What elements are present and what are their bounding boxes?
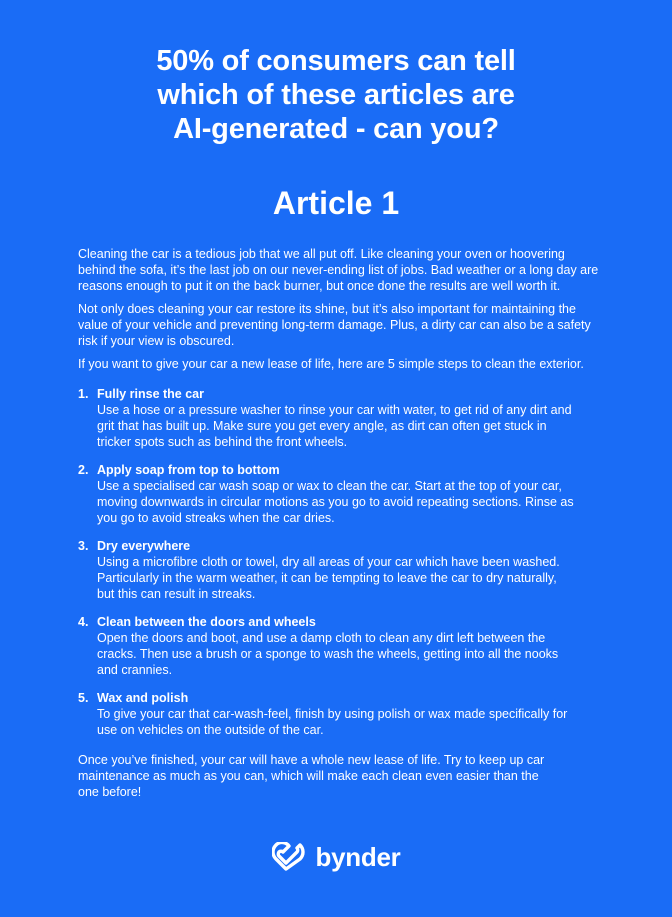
headline-line-1: 50% of consumers can tell	[156, 45, 516, 77]
headline	[0, 44, 672, 146]
bynder-logo-icon	[272, 842, 308, 872]
step-item	[78, 538, 603, 602]
step-item	[78, 386, 603, 450]
step-text: Open the doors and boot, and use a damp cloth to clean any dirt left between the cracks. Then use a brush or a sponge to wash the wheels, getting into all the nooks and crannies.	[97, 631, 559, 677]
step-number: 4.	[78, 615, 89, 629]
step-number: 5.	[78, 691, 89, 705]
step-item	[78, 690, 603, 738]
step-text: Using a microfibre cloth or towel, dry all areas of your car which have been washed. Particularly in the warm weather, it can be tempting to leave the car to dry naturally, but this can result in streaks.	[97, 555, 560, 601]
step-number: 1.	[78, 387, 89, 401]
brand-logo	[0, 842, 672, 872]
step-number: 2.	[78, 463, 89, 477]
step-title: Clean between the doors and wheels	[97, 615, 316, 629]
step-item	[78, 614, 603, 678]
step-text: Use a hose or a pressure washer to rinse your car with water, to get rid of any dirt and grit that has built up. Make sure you get every angle, as dirt can often get stuck in tricker spots such as behind the front wheels.	[97, 403, 572, 449]
step-number: 3.	[78, 539, 89, 553]
article-title: Article 1	[272, 185, 400, 221]
step-text: Use a specialised car wash soap or wax to clean the car. Start at the top of your car, moving downwards in circular motions as you go to avoid repeating sections. Rinse as you go to avoid streaks when the car dries.	[97, 479, 574, 525]
article-body	[78, 246, 603, 807]
intro-paragraph-2: Not only does cleaning your car restore its shine, but it’s also important for maintaining the value of your vehicle and preventing long-term damage. Plus, a dirty car can also be a safety risk if your view is obscured.	[78, 302, 591, 348]
headline-line-3: AI-generated - can you?	[173, 113, 499, 145]
headline-line-2: which of these articles are	[157, 79, 515, 111]
step-title: Fully rinse the car	[97, 387, 204, 401]
intro-paragraph-3: If you want to give your car a new lease of life, here are 5 simple steps to clean the exterior.	[78, 357, 584, 371]
outro-paragraph: Once you’ve finished, your car will have a whole new lease of life. Try to keep up car maintenance as much as you can, which will make each clean even easier than the one before!	[78, 753, 545, 799]
step-item	[78, 462, 603, 526]
step-text: To give your car that car-wash-feel, finish by using polish or wax made specifically for use on vehicles on the outside of the car.	[97, 707, 568, 737]
step-title: Wax and polish	[97, 691, 189, 705]
step-title: Dry everywhere	[97, 539, 191, 553]
step-title: Apply soap from top to bottom	[97, 463, 280, 477]
intro-paragraph-1: Cleaning the car is a tedious job that we all put off. Like cleaning your oven or hoovering behind the sofa, it’s the last job on our never-ending list of jobs. Bad weather or a long day are reasons enough to put it on the back burner, but once done the results are well worth it.	[78, 247, 599, 293]
steps-list	[78, 386, 603, 738]
brand-name: bynder	[315, 842, 401, 872]
